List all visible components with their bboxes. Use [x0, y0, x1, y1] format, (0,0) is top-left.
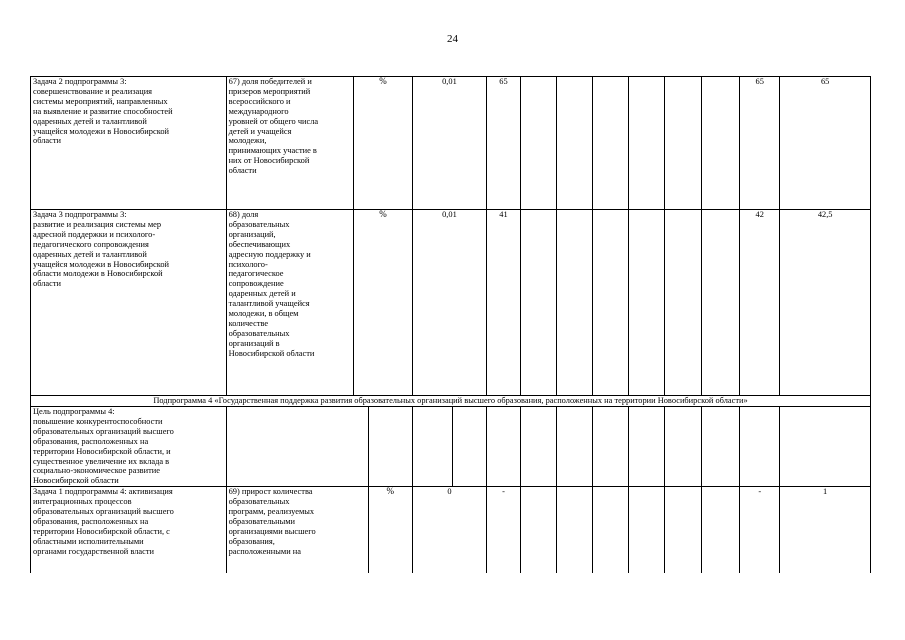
value-cell [665, 210, 702, 396]
value-cell [780, 407, 871, 487]
value-cell: 65 [486, 77, 520, 210]
value-cell: 41 [486, 210, 520, 396]
value-cell [629, 487, 665, 574]
subprogram-heading-row [31, 396, 871, 407]
value-cell: 65 [780, 77, 871, 210]
value-cell [592, 210, 628, 396]
value-cell [592, 487, 628, 574]
indicator-cell: 67) доля победителей и призеров мероприятий всероссийского и международного уровней от общего числа детей и учащейся молодежи, принимающих участие в них от Новосибирской области [226, 77, 354, 210]
value-cell [556, 487, 592, 574]
value-cell [629, 407, 665, 487]
value-cell [702, 407, 740, 487]
value-cell [520, 77, 556, 210]
value-cell: 42,5 [780, 210, 871, 396]
value-cell [592, 407, 628, 487]
value-cell [520, 210, 556, 396]
value-cell: 65 [740, 77, 780, 210]
value-cell [520, 487, 556, 574]
value-cell [629, 210, 665, 396]
table-row [31, 77, 871, 210]
value-cell [702, 210, 740, 396]
task-cell: Задача 2 подпрограммы 3: совершенствование и реализация системы мероприятий, направленных на выявление и развитие способностей одаренных детей и талантливой учащейся молодежи в Новосибирской области [31, 77, 227, 210]
task-cell: Задача 3 подпрограммы 3: развитие и реализация системы мер адресной поддержки и психолого- педагогического сопровождения одаренных детей и талантливой учащейся молодежи в Новосибирской области молодежи в Новосибирской области [31, 210, 227, 396]
value-cell [665, 487, 702, 574]
value-cell [702, 487, 740, 574]
value-cell [665, 407, 702, 487]
page-number: 24 [447, 33, 458, 45]
table-row [31, 210, 871, 396]
indicator-cell: 69) прирост количества образовательных программ, реализуемых образовательными организациями высшего образования, расположенными на [226, 487, 368, 574]
value-cell [486, 407, 520, 487]
unit-cell: % [354, 77, 413, 210]
value-cell: 0,01 [412, 210, 486, 396]
unit-cell: % [354, 210, 413, 396]
indicator-cell: 68) доля образовательных организаций, обеспечивающих адресную поддержку и психолого- педагогическое сопровождение одаренных детей и талантливой учащейся молодежи, в общем количестве образовательных организаций в Новосибирской области [226, 210, 354, 396]
table-row [31, 407, 871, 487]
value-cell: - [486, 487, 520, 574]
value-cell [556, 77, 592, 210]
task-cell: Задача 1 подпрограммы 4: активизация интеграционных процессов образовательных организаций высшего образования, расположенных на территории Новосибирской области, с областными исполнительными органами государственной власти [31, 487, 227, 574]
value-cell [665, 77, 702, 210]
value-cell [556, 407, 592, 487]
value-cell [453, 407, 487, 487]
value-cell: 0,01 [412, 77, 486, 210]
unit-cell [368, 407, 412, 487]
value-cell: 42 [740, 210, 780, 396]
indicator-cell [226, 407, 368, 487]
value-cell: 1 [780, 487, 871, 574]
subprogram-heading: Подпрограмма 4 «Государственная поддержка развития образовательных организаций высшего образования, расположенных на территории Новосибирской области» [31, 396, 871, 407]
value-cell [702, 77, 740, 210]
value-cell [629, 77, 665, 210]
indicators-table [30, 76, 871, 573]
value-cell [740, 407, 780, 487]
value-cell: 0 [412, 487, 486, 574]
value-cell [556, 210, 592, 396]
value-cell [520, 407, 556, 487]
value-cell [592, 77, 628, 210]
value-cell [412, 407, 452, 487]
task-cell: Цель подпрограммы 4: повышение конкурентоспособности образовательных организаций высшего образования, расположенных на территории Новосибирской области, и существенное увеличение их вклада в социально-экономическое развитие Новосибирской области [31, 407, 227, 487]
unit-cell: % [368, 487, 412, 574]
value-cell: - [740, 487, 780, 574]
table-row [31, 487, 871, 574]
